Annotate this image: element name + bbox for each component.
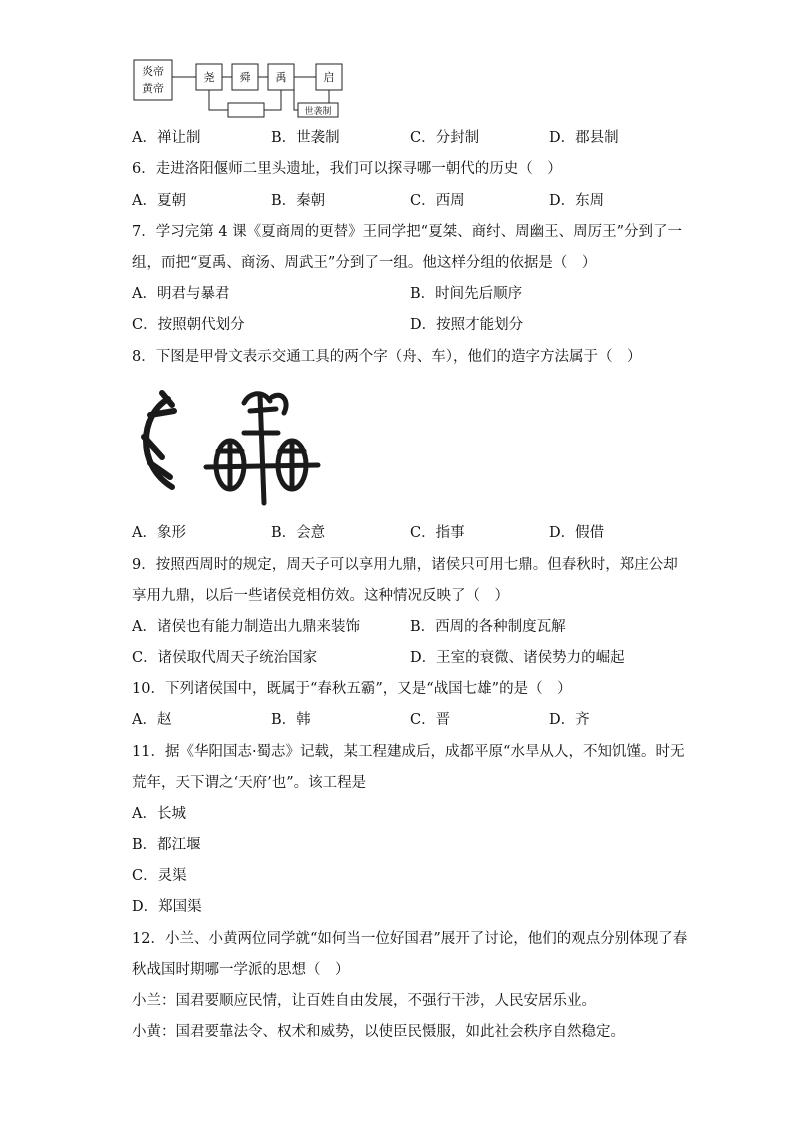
oracle-character-che — [206, 394, 318, 503]
q7-stem-line1: 7．学习完第 4 课《夏商周的更替》王同学把“夏桀、商纣、周幽王、周厉王”分到了一 — [132, 224, 682, 240]
q10-stem: 10．下列诸侯国中，既属于“春秋五霸”，又是“战国七雄”的是（ ） — [132, 681, 572, 697]
q10-option-c: C．晋 — [410, 712, 451, 728]
q12-xiaohuang-view: 小黄：国君要靠法令、权术和威势，以使臣民慑服，如此社会秩序自然稳定。 — [132, 1024, 625, 1040]
q5-option-b: B．世袭制 — [271, 130, 340, 146]
diagram-box-yao: 尧 — [203, 71, 215, 84]
succession-diagram — [130, 58, 350, 122]
q12-stem-line1: 12．小兰、小黄两位同学就“如何当一位好国君”展开了讨论，他们的观点分别体现了春 — [132, 931, 688, 947]
q8-option-c: C．指事 — [410, 525, 465, 541]
q12-xiaolan-view: 小兰：国君要顺应民情，让百姓自由发展，不强行干涉，人民安居乐业。 — [132, 993, 596, 1009]
q6-stem: 6．走进洛阳偃师二里头遗址，我们可以探寻哪一朝代的历史（ ） — [132, 161, 562, 177]
q9-option-d: D．王室的衰微、诸侯势力的崛起 — [410, 650, 625, 666]
q10-option-a: A．赵 — [132, 712, 172, 728]
q11-stem-line1: 11．据《华阳国志·蜀志》记载，某工程建成后，成都平原“水旱从人，不知饥馑。时无 — [132, 744, 685, 760]
q11-option-a: A．长城 — [132, 806, 186, 822]
q8-option-b: B．会意 — [271, 525, 326, 541]
q9-option-b: B．西周的各种制度瓦解 — [410, 619, 566, 635]
diagram-box-qi: 启 — [323, 71, 335, 84]
q6-option-b: B．秦朝 — [271, 193, 326, 209]
q6-option-d: D．东周 — [549, 193, 605, 209]
q7-option-c: C．按照朝代划分 — [132, 317, 245, 333]
q7-option-b: B．时间先后顺序 — [410, 286, 523, 302]
q9-option-c: C．诸侯取代周天子统治国家 — [132, 650, 318, 666]
q8-option-d: D．假借 — [549, 525, 605, 541]
oracle-bone-characters-image — [132, 385, 332, 507]
oracle-character-zhou — [144, 393, 174, 487]
q12-stem-line2: 秋战国时期哪一学派的思想（ ） — [132, 962, 350, 978]
q9-option-a: A．诸侯也有能力制造出九鼎来装饰 — [132, 619, 360, 635]
q11-stem-line2: 荒年，天下谓之‘天府’也”。该工程是 — [132, 775, 367, 791]
q6-option-c: C．西周 — [410, 193, 465, 209]
q10-option-d: D．齐 — [549, 712, 590, 728]
diagram-box-yu: 禹 — [275, 71, 287, 84]
q11-option-c: C．灵渠 — [132, 868, 187, 884]
q9-stem-line1: 9．按照西周时的规定，周天子可以享用九鼎，诸侯只可用七鼎。但春秋时，郑庄公却 — [132, 557, 678, 573]
q8-stem: 8．下图是甲骨文表示交通工具的两个字（舟、车），他们的造字方法属于（ ） — [132, 349, 642, 365]
q5-option-a: A．禅让制 — [132, 130, 201, 146]
q11-option-d: D．郑国渠 — [132, 899, 202, 915]
diagram-box-shixi: 世袭制 — [304, 107, 332, 117]
q7-option-d: D．按照才能划分 — [410, 317, 524, 333]
q7-option-a: A．明君与暴君 — [132, 286, 230, 302]
q5-option-d: D．郡县制 — [549, 130, 619, 146]
q11-option-b: B．都江堰 — [132, 837, 201, 853]
q6-option-a: A．夏朝 — [132, 193, 186, 209]
q7-stem-line2: 组，而把“夏禹、商汤、周武王”分到了一组。他这样分组的依据是（ ） — [132, 255, 597, 271]
q10-option-b: B．韩 — [271, 712, 311, 728]
q9-stem-line2: 享用九鼎，以后一些诸侯竞相仿效。这种情况反映了（ ） — [132, 588, 509, 604]
q8-option-a: A．象形 — [132, 525, 186, 541]
diagram-box-yan-huang-line1: 炎帝 — [142, 65, 164, 78]
q5-option-c: C．分封制 — [410, 130, 480, 146]
diagram-box-yan-huang-line2: 黄帝 — [142, 82, 164, 95]
diagram-box-shun: 舜 — [239, 71, 251, 84]
